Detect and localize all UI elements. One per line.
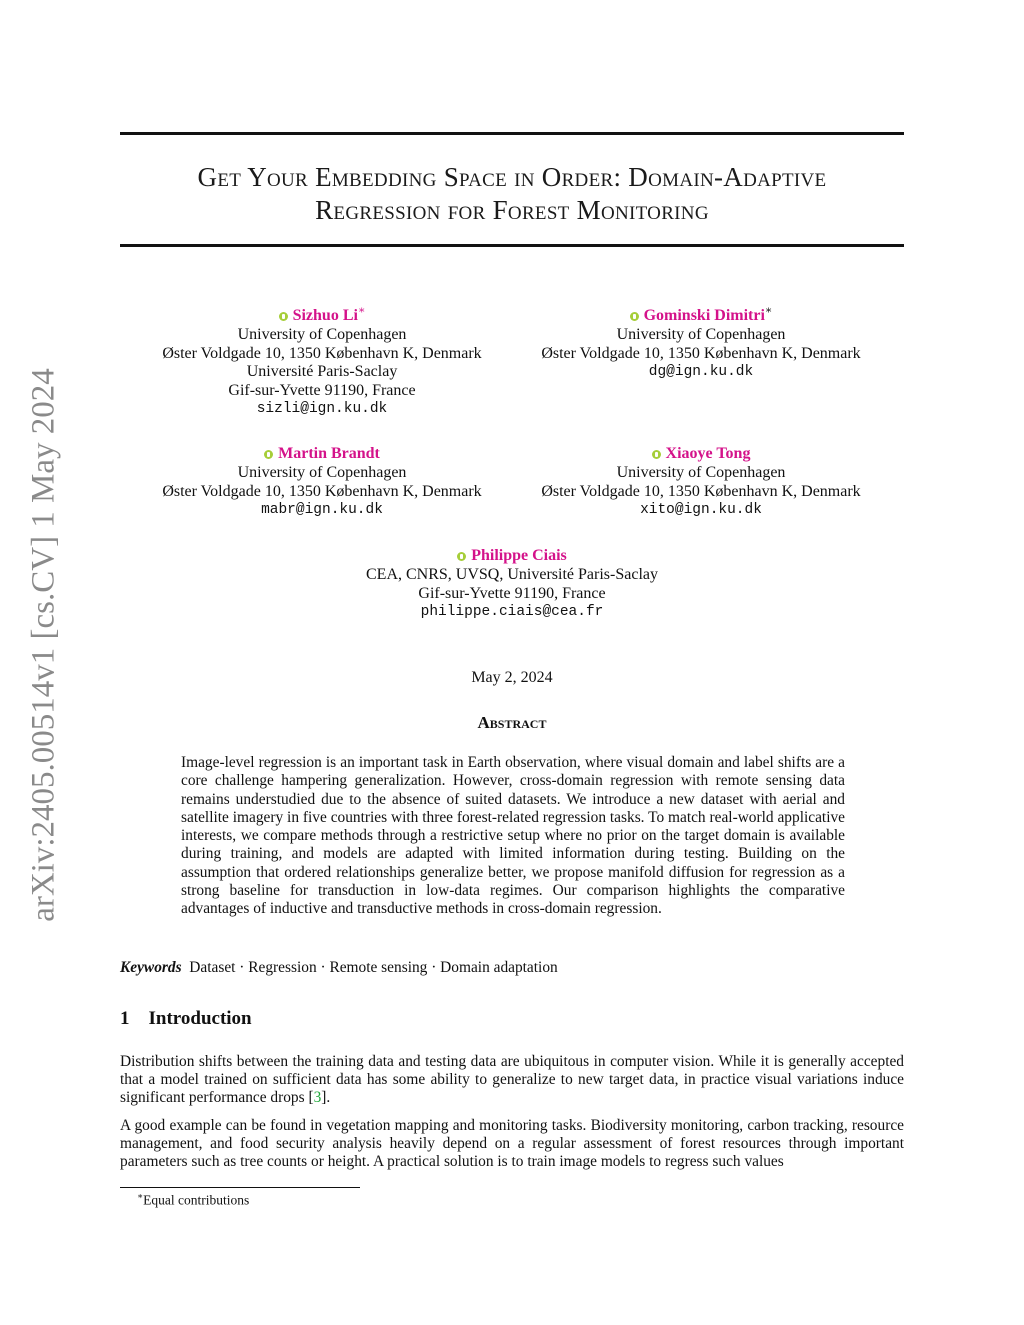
footnote-rule xyxy=(120,1187,360,1188)
orcid-icon[interactable] xyxy=(264,450,273,459)
author-name-1[interactable]: Sizhuo Li∗ xyxy=(279,307,366,326)
author-block-2 xyxy=(501,304,901,382)
author-affiliation: University of Copenhagen xyxy=(616,326,786,344)
author-name-4[interactable]: Xiaoye Tong xyxy=(652,445,751,464)
author-address: Øster Voldgade 10, 1350 København K, Denmark xyxy=(162,482,482,500)
author-address: Gif-sur-Yvette 91190, France xyxy=(418,584,606,602)
keywords-line xyxy=(120,959,558,977)
paper-date: May 2, 2024 xyxy=(471,669,553,686)
author-address: Øster Voldgade 10, 1350 København K, Denmark xyxy=(541,482,861,500)
author-email[interactable]: sizli@ign.ku.dk xyxy=(256,401,388,418)
author-affiliation: University of Copenhagen xyxy=(237,464,407,482)
abstract-text: Image-level regression is an important task in Earth observation, where visual domain and label shifts are a core challenge hampering generalization. However, cross-domain regression with remote sensing data remains understudied due to the absence of suited datasets. We introduce a new dataset with aerial and satellite imagery in five countries with three forest-related regression tasks. To match real-world applicative interests, we compare methods through a restrictive setup where no prior on the target domain is available during training, and models are adapted with limited information during testing. Building on the assumption that ordered relationships generalize better, we propose manifold diffusion for regression as a strong baseline for transduction in low-data regimes. Our comparison highlights the comparative advantages of inductive and transductive methods in cross-domain regression. xyxy=(181,754,845,918)
author-block-5 xyxy=(312,547,712,622)
title-top-rule xyxy=(120,132,904,135)
keywords-label: Keywords xyxy=(120,959,182,976)
keywords-text: Dataset · Regression · Remote sensing · Domain adaptation xyxy=(189,959,558,976)
orcid-icon[interactable] xyxy=(630,312,639,321)
footnote xyxy=(137,1191,249,1209)
citation-link[interactable]: 3 xyxy=(313,1089,322,1107)
title-bottom-rule xyxy=(120,244,904,247)
author-name-3[interactable]: Martin Brandt xyxy=(264,445,380,464)
author-affiliation: University of Copenhagen xyxy=(237,326,407,344)
author-address: Øster Voldgade 10, 1350 København K, Denmark xyxy=(541,344,861,362)
section-heading-introduction xyxy=(120,1008,252,1030)
author-email[interactable]: mabr@ign.ku.dk xyxy=(261,502,383,519)
section-title: Introduction xyxy=(148,1008,252,1029)
section-number: 1 xyxy=(120,1008,130,1029)
abstract-heading: Abstract xyxy=(477,713,547,732)
orcid-icon[interactable] xyxy=(457,552,466,561)
author-block-4 xyxy=(501,445,901,520)
author-email[interactable]: philippe.ciais@cea.fr xyxy=(420,604,604,621)
author-block-1 xyxy=(122,304,522,419)
author-affiliation: CEA, CNRS, UVSQ, Université Paris-Saclay xyxy=(366,566,658,584)
author-name-5[interactable]: Philippe Ciais xyxy=(457,547,567,566)
author-affiliation: University of Copenhagen xyxy=(616,464,786,482)
author-email[interactable]: dg@ign.ku.dk xyxy=(648,364,754,381)
author-affiliation: Université Paris-Saclay xyxy=(246,363,398,381)
orcid-icon[interactable] xyxy=(279,312,288,321)
intro-paragraph-1: Distribution shifts between the training data and testing data are ubiquitous in computer vision. While it is generally accepted that a model trained on sufficient data has some ability to generalize to new target data, in practice visual variations induce significant performance drops [3]. xyxy=(120,1053,904,1107)
author-email[interactable]: xito@ign.ku.dk xyxy=(640,502,762,519)
author-block-3 xyxy=(122,445,522,520)
author-name-2[interactable]: Gominski Dimitri∗ xyxy=(630,307,773,326)
author-address: Øster Voldgade 10, 1350 København K, Denmark xyxy=(162,344,482,362)
intro-paragraph-2: A good example can be found in vegetation mapping and monitoring tasks. Biodiversity monitoring, carbon tracking, resource management, and food security analysis heavily depend on a regular assessment of forest resources through important parameters such as tree counts or height. A practical solution is to train image models to regress such values xyxy=(120,1117,904,1171)
arxiv-id: arXiv:2405.00514v1 [cs.CV] 1 May 2024 xyxy=(25,368,62,922)
footnote-text: Equal contributions xyxy=(143,1192,250,1208)
title-line-1: Get Your Embedding Space in Order: Domain-Adaptive xyxy=(197,162,827,192)
title-line-2: Regression for Forest Monitoring xyxy=(315,195,709,225)
author-address: Gif-sur-Yvette 91190, France xyxy=(228,381,416,399)
orcid-icon[interactable] xyxy=(652,450,661,459)
footnote-mark: ∗ xyxy=(137,1191,144,1201)
arxiv-sidebar-stamp xyxy=(24,355,64,935)
